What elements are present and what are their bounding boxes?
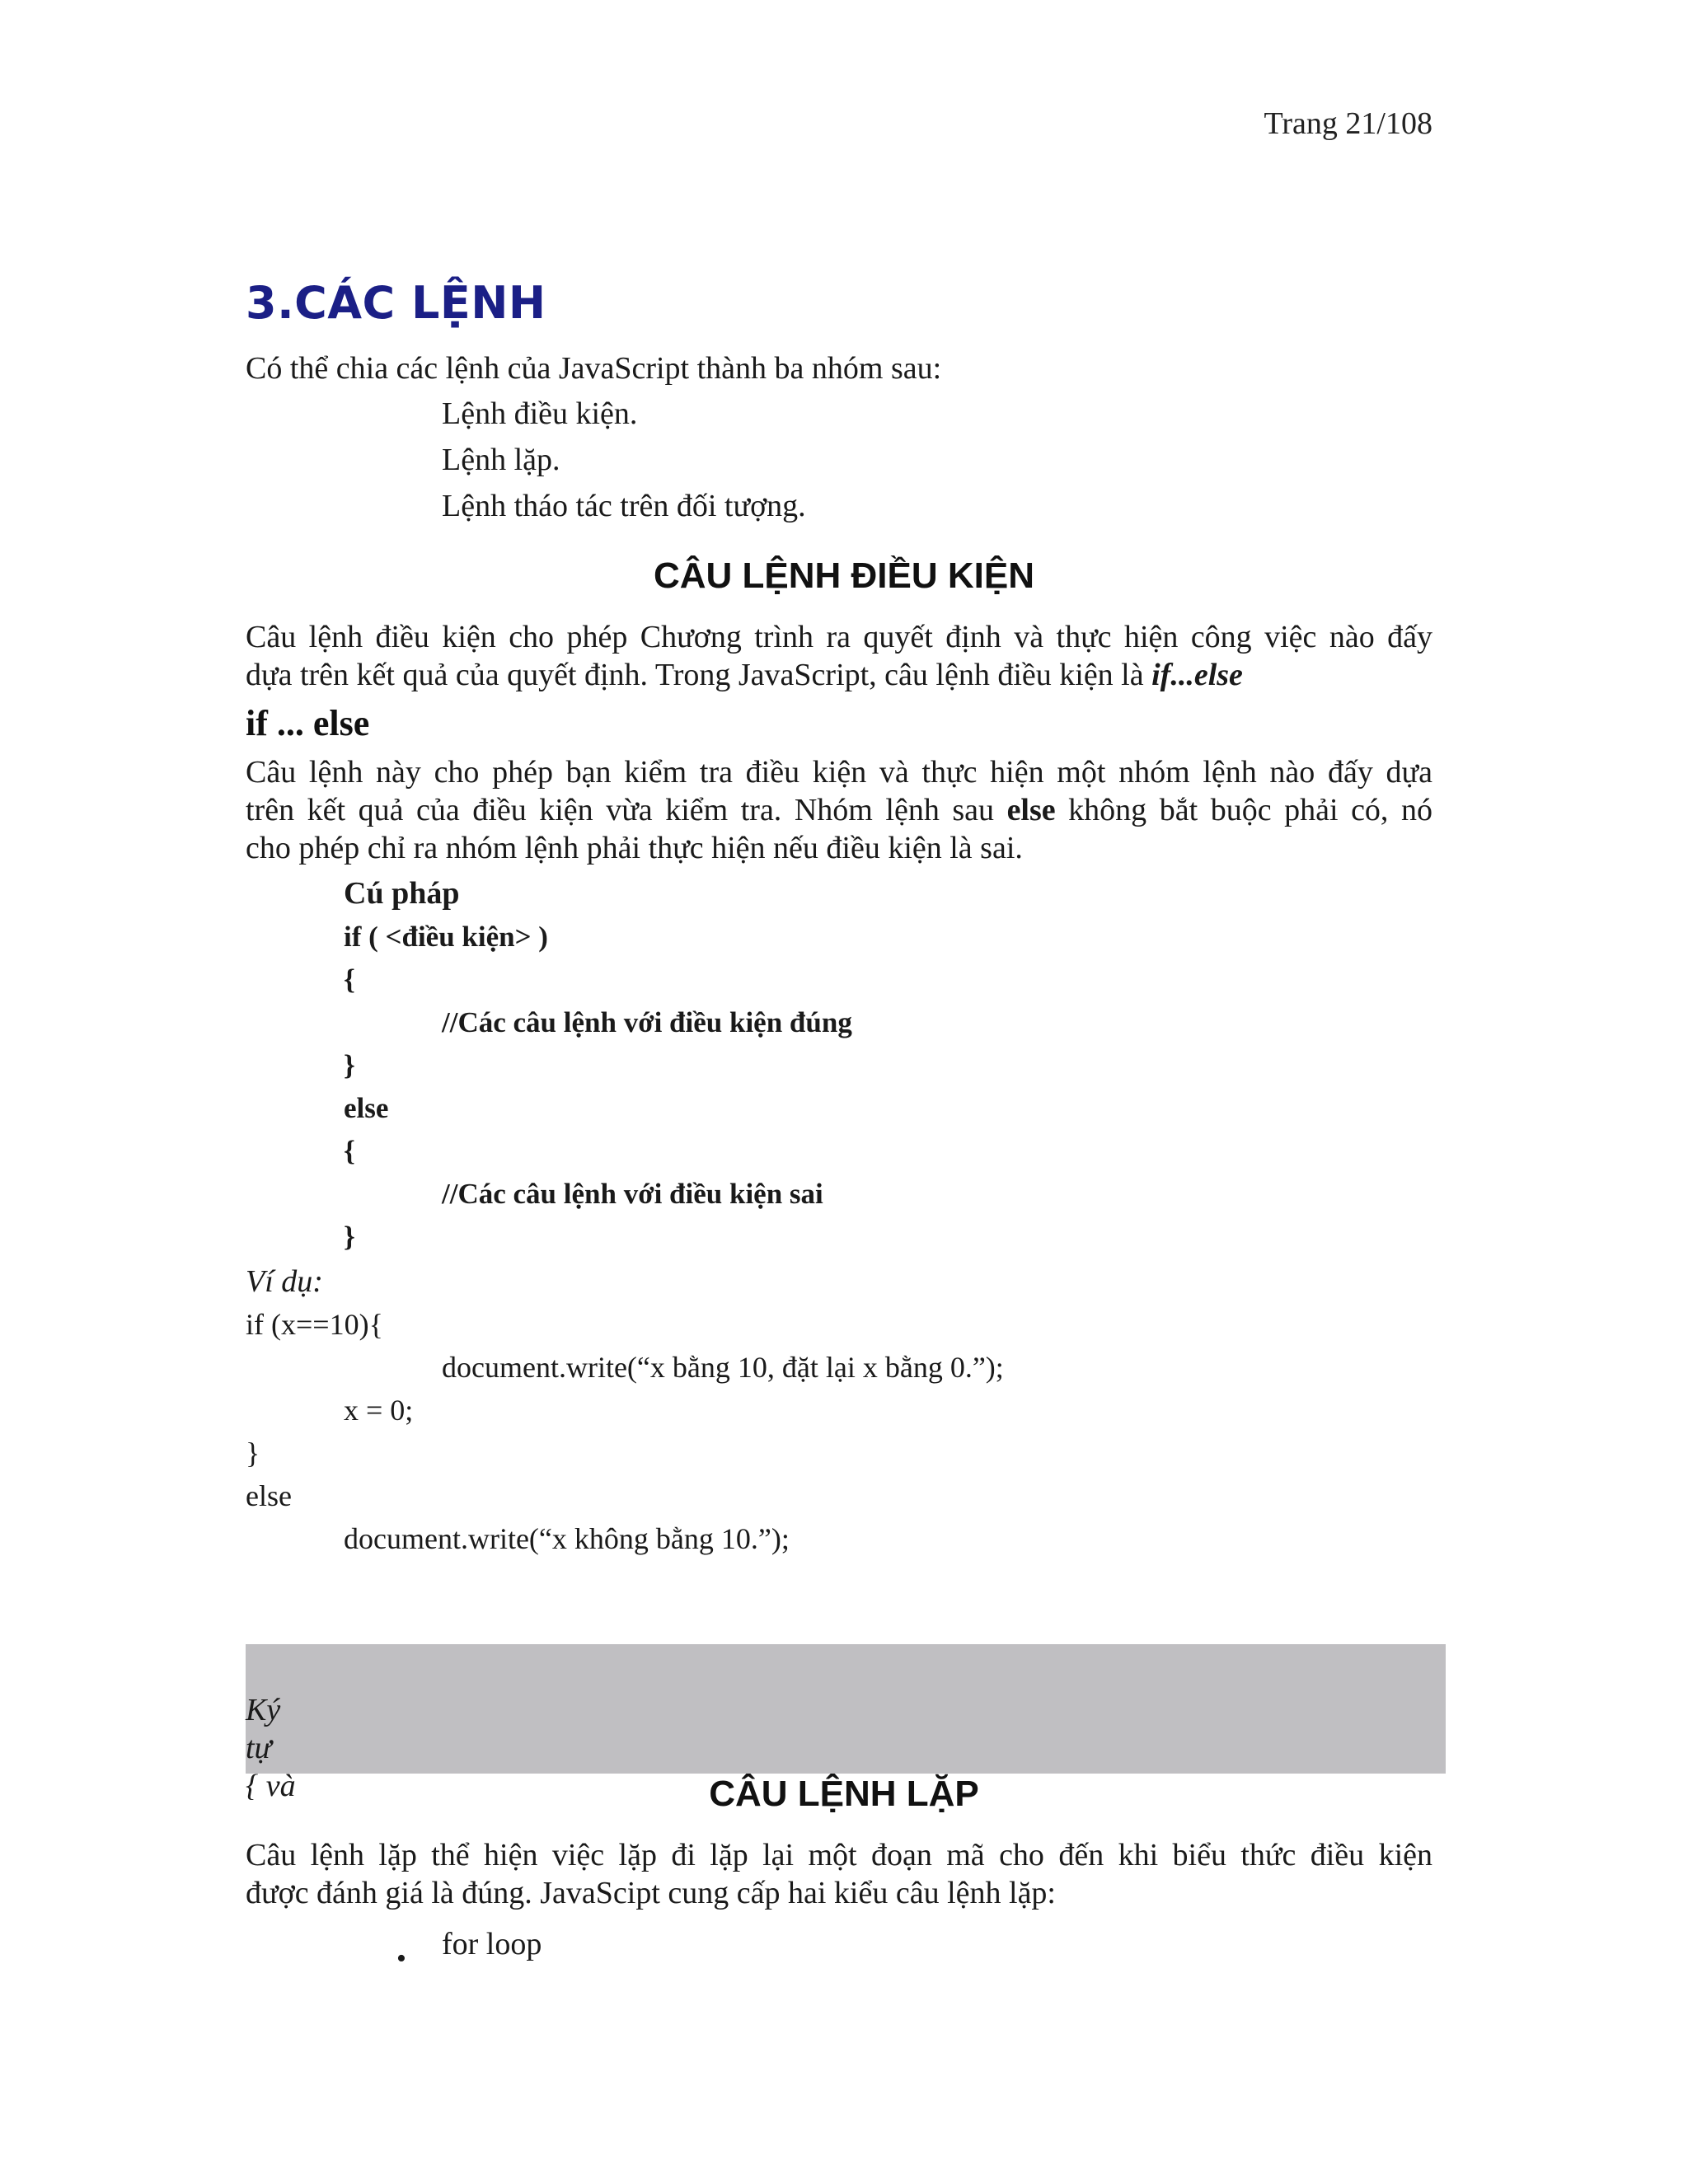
- if-else-description-line-2-prefix: trên kết quả của điều kiện vừa kiểm tra. Nhóm lệnh sau: [246, 793, 1007, 827]
- syntax-open-brace-2: {: [344, 1135, 355, 1167]
- section-intro: Có thể chia các lệnh của JavaScript thành ba nhóm sau:: [246, 351, 942, 386]
- conditional-paragraph-line-2-text: dựa trên kết quả của quyết định. Trong JavaScript, câu lệnh điều kiện là: [246, 658, 1152, 692]
- loop-heading: CÂU LỆNH LẶP: [709, 1774, 979, 1814]
- if-else-keyword: if...else: [1151, 658, 1243, 692]
- syntax-open-brace-1: {: [344, 963, 355, 996]
- example-label: Ví dụ:: [246, 1264, 323, 1299]
- syntax-label: Cú pháp: [344, 876, 460, 911]
- syntax-true-comment: //Các câu lệnh với điều kiện đúng: [442, 1006, 852, 1038]
- syntax-false-comment: //Các câu lệnh với điều kiện sai: [442, 1178, 823, 1210]
- example-line-1: if (x==10){: [246, 1308, 383, 1341]
- if-else-description-line-3: cho phép chỉ ra nhóm lệnh phải thực hiện nếu điều kiện là sai.: [246, 831, 1023, 865]
- if-else-subheading: if ... else: [246, 703, 370, 743]
- example-line-4: }: [246, 1436, 260, 1469]
- side-note-line-1: Ký: [246, 1693, 281, 1727]
- side-note-line-3: { và: [246, 1769, 296, 1803]
- example-line-5: else: [246, 1479, 292, 1512]
- if-else-description: [246, 753, 1432, 867]
- page-number: Trang 21/108: [1264, 106, 1432, 141]
- side-note-line-2: tự: [246, 1731, 272, 1765]
- example-line-2: document.write(“x bằng 10, đặt lại x bằng 0.”);: [442, 1351, 1004, 1384]
- else-keyword: else: [1006, 793, 1056, 827]
- conditional-paragraph: [246, 618, 1432, 694]
- group-item-3: Lệnh tháo tác trên đối tượng.: [442, 489, 806, 523]
- loop-bullet-for-loop: for loop: [442, 1927, 542, 1961]
- group-item-1: Lệnh điều kiện.: [442, 396, 638, 431]
- conditional-paragraph-line-1: Câu lệnh điều kiện cho phép Chương trình ra quyết định và thực hiện công việc nào đấy: [246, 620, 1432, 654]
- conditional-heading: CÂU LỆNH ĐIỀU KIỆN: [653, 555, 1035, 596]
- if-else-description-line-2-suffix: không bắt buộc phải có, nó: [1055, 793, 1432, 827]
- section-title: 3.CÁC LỆNH: [246, 277, 546, 329]
- if-else-description-line-2: [246, 791, 1432, 829]
- syntax-close-brace-1: }: [344, 1049, 355, 1081]
- gray-callout-bar: [246, 1644, 1446, 1774]
- syntax-if-line: if ( <điều kiện> ): [344, 921, 548, 953]
- group-item-2: Lệnh lặp.: [442, 443, 560, 477]
- conditional-paragraph-line-2: [246, 656, 1432, 694]
- if-else-description-line-1: Câu lệnh này cho phép bạn kiểm tra điều kiện và thực hiện một nhóm lệnh nào đấy dựa: [246, 755, 1432, 790]
- loop-description-line-1: Câu lệnh lặp thể hiện việc lặp đi lặp lại một đoạn mã cho đến khi biểu thức điều kiện: [246, 1838, 1432, 1872]
- loop-description-line-2: được đánh giá là đúng. JavaScipt cung cấp hai kiểu câu lệnh lặp:: [246, 1876, 1056, 1910]
- syntax-else-keyword: else: [344, 1092, 389, 1124]
- example-line-3: x = 0;: [344, 1394, 414, 1427]
- loop-description: [246, 1836, 1432, 1912]
- syntax-close-brace-2: }: [344, 1221, 355, 1253]
- bullet-icon: •: [396, 1943, 406, 1974]
- example-line-6: document.write(“x không bằng 10.”);: [344, 1522, 790, 1555]
